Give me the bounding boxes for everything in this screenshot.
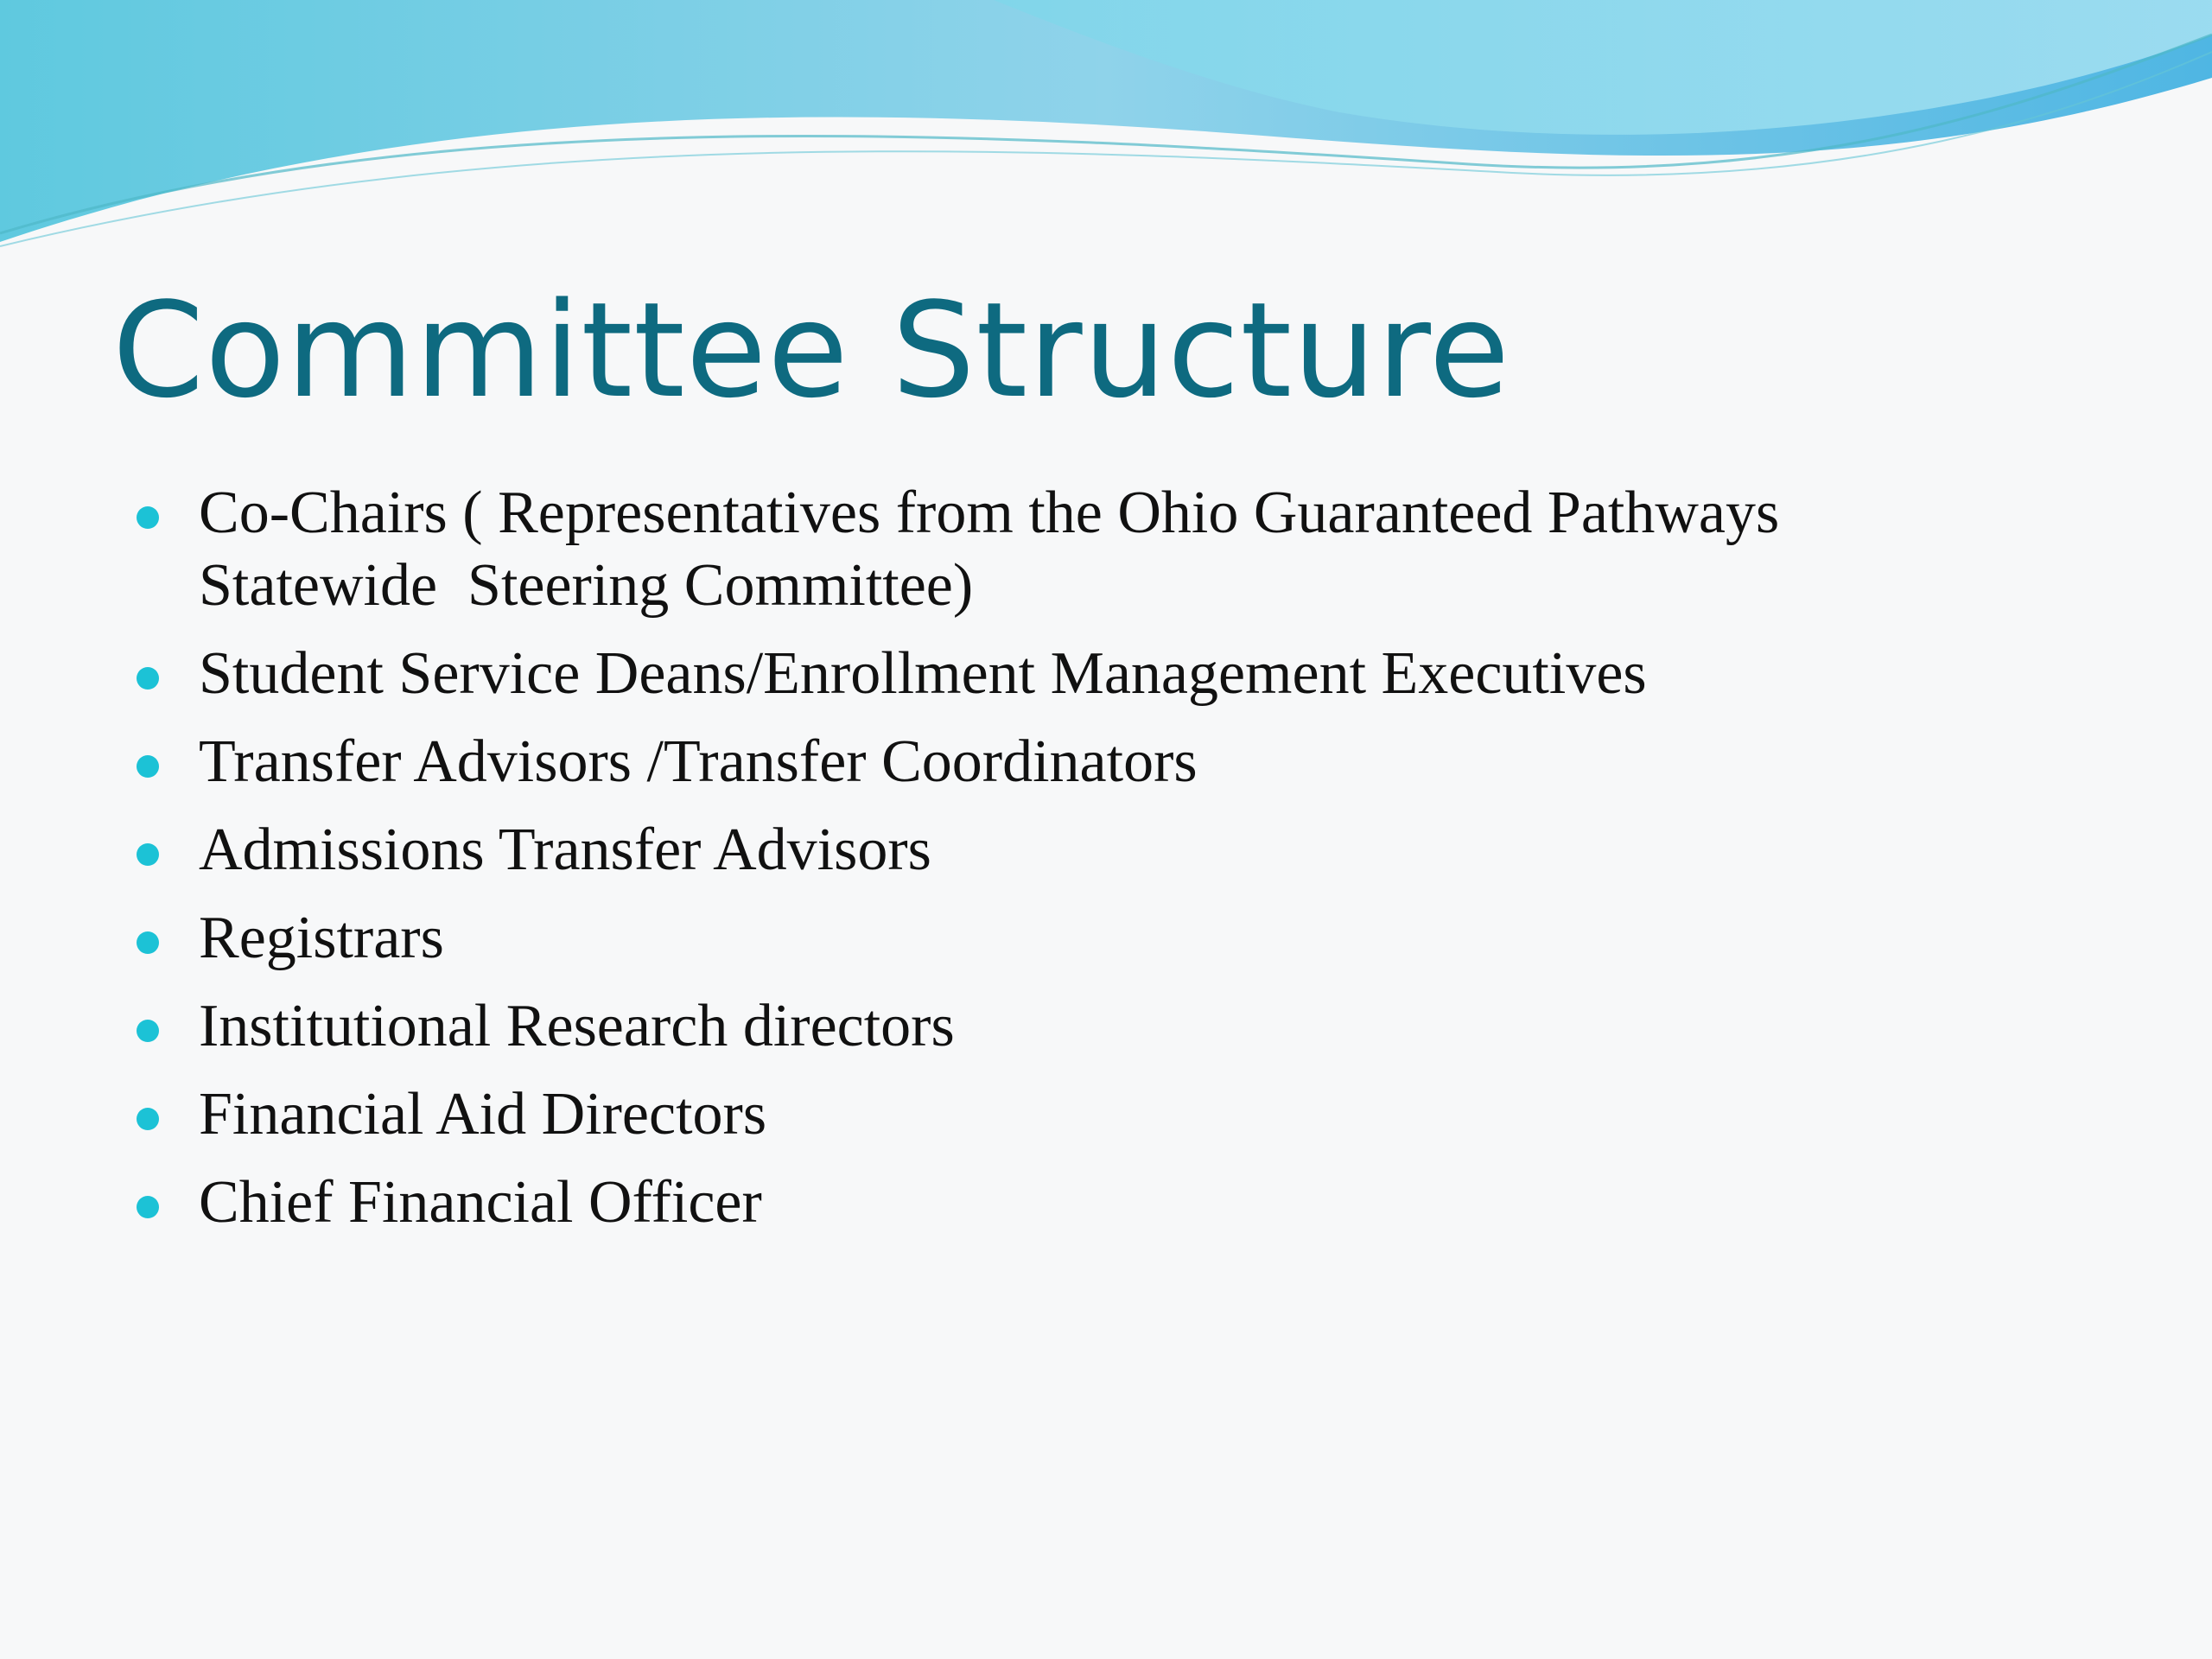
- bullet-icon: [137, 667, 159, 690]
- bullet-text: Co-Chairs ( Representatives from the Ohio Guaranteed Pathways Statewide Steering Committee): [199, 480, 1780, 619]
- list-item: [137, 1166, 2124, 1239]
- bullet-text: Financial Aid Directors: [199, 1081, 767, 1147]
- bullet-list: [137, 477, 2124, 1255]
- bullet-icon: [137, 1108, 159, 1130]
- bullet-text: Chief Financial Officer: [199, 1169, 762, 1236]
- list-item: [137, 638, 2124, 710]
- bullet-text: Transfer Advisors /Transfer Coordinators: [199, 728, 1198, 795]
- slide-title: Committee Structure: [112, 274, 1511, 427]
- header-wave-decoration: [0, 0, 2212, 259]
- list-item: [137, 902, 2124, 975]
- bullet-text: Student Service Deans/Enrollment Management Executives: [199, 640, 1647, 707]
- bullet-icon: [137, 1196, 159, 1218]
- list-item: [137, 477, 2124, 622]
- list-item: [137, 726, 2124, 798]
- bullet-text: Admissions Transfer Advisors: [199, 817, 931, 883]
- list-item: [137, 990, 2124, 1063]
- bullet-icon: [137, 755, 159, 778]
- bullet-icon: [137, 843, 159, 866]
- bullet-text: Registrars: [199, 905, 444, 971]
- bullet-text: Institutional Research directors: [199, 993, 955, 1059]
- list-item: [137, 1078, 2124, 1151]
- bullet-icon: [137, 506, 159, 529]
- list-item: [137, 814, 2124, 887]
- bullet-icon: [137, 1020, 159, 1042]
- bullet-icon: [137, 931, 159, 954]
